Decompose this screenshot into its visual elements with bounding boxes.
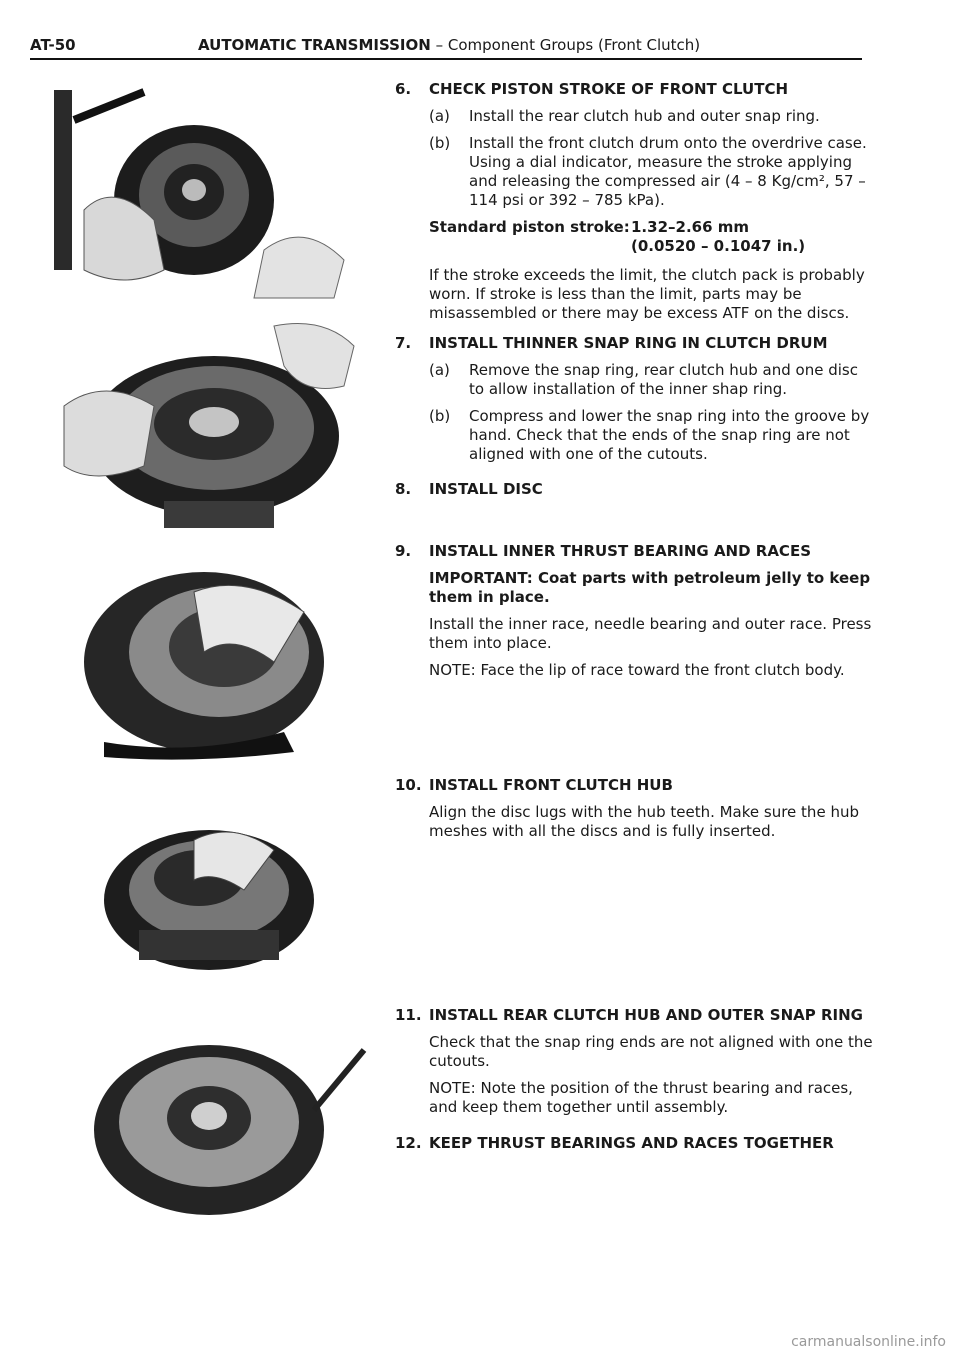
subsection-title: – Component Groups (Front Clutch) [435, 36, 701, 54]
photo-front-clutch-hub [44, 780, 374, 990]
step-number: 9. [395, 542, 412, 560]
step-title: INSTALL FRONT CLUTCH HUB [429, 776, 673, 794]
substep-label: (b) [429, 134, 451, 152]
step-heading [395, 80, 875, 99]
spec-piston-stroke [395, 218, 875, 258]
step-heading [395, 776, 875, 795]
step-paragraph: Align the disc lugs with the hub teeth. Make sure the hub meshes with all the discs and is fully inserted. [429, 803, 859, 840]
step-10 [395, 776, 875, 849]
step-title: INSTALL INNER THRUST BEARING AND RACES [429, 542, 811, 560]
step-heading [395, 1134, 875, 1153]
spec-label: Standard piston stroke: [429, 218, 630, 236]
section-title: AUTOMATIC TRANSMISSION [198, 36, 431, 54]
substep-label: (b) [429, 407, 451, 425]
step-title: INSTALL DISC [429, 480, 543, 498]
step-8 [395, 480, 875, 507]
step-paragraph: Check that the snap ring ends are not aligned with one the cutouts. [429, 1033, 873, 1070]
step-paragraph: If the stroke exceeds the limit, the clutch pack is probably worn. If stroke is less than the limit, parts may be misassembled or there may be excess ATF on the discs. [429, 266, 865, 322]
step-number: 11. [395, 1006, 422, 1024]
page-title [198, 36, 700, 54]
substep [395, 134, 875, 210]
step-9 [395, 542, 875, 688]
substep-label: (a) [429, 107, 450, 125]
step-6 [395, 80, 875, 331]
step-note: NOTE: Face the lip of race toward the front clutch body. [429, 661, 845, 679]
step-heading [395, 480, 875, 499]
page-header [30, 36, 862, 60]
important-note: IMPORTANT: Coat parts with petroleum jelly to keep them in place. [429, 569, 871, 606]
step-12 [395, 1134, 875, 1161]
step-title: CHECK PISTON STROKE OF FRONT CLUTCH [429, 80, 789, 98]
step-title: INSTALL THINNER SNAP RING IN CLUTCH DRUM [429, 334, 828, 352]
substep [395, 107, 875, 126]
substep [395, 361, 875, 399]
watermark: carmanualsonline.info [791, 1334, 946, 1350]
step-11 [395, 1006, 875, 1125]
spec-value-mm: 1.32–2.66 mm [631, 218, 750, 236]
step-number: 8. [395, 480, 412, 498]
step-7 [395, 334, 875, 472]
photo-rear-clutch-hub [44, 1030, 374, 1225]
substep-text: Install the rear clutch hub and outer snap ring. [469, 107, 820, 125]
step-heading [395, 542, 875, 561]
substep [395, 407, 875, 464]
substep-text: Remove the snap ring, rear clutch hub and one disc to allow installation of the inner shap ring. [469, 361, 858, 398]
page-number: AT-50 [30, 36, 76, 54]
step-number: 10. [395, 776, 422, 794]
step-number: 6. [395, 80, 412, 98]
step-title: KEEP THRUST BEARINGS AND RACES TOGETHER [429, 1134, 834, 1152]
substep-text: Install the front clutch drum onto the overdrive case. Using a dial indicator, measure the stroke applying and releasing the compressed air (4 – 8 Kg/cm², 57 – 114 psi or 392 – 785 kPa). [469, 134, 867, 209]
substep-text: Compress and lower the snap ring into the groove by hand. Check that the ends of the snap ring are not aligned with one of the cutouts. [469, 407, 870, 463]
spec-value-in: (0.0520 – 0.1047 in.) [631, 237, 806, 255]
photo-thinner-snap-ring [44, 316, 374, 528]
step-note: NOTE: Note the position of the thrust bearing and races, and keep them together until assembly. [429, 1079, 853, 1116]
step-heading [395, 334, 875, 353]
step-title: INSTALL REAR CLUTCH HUB AND OUTER SNAP RING [429, 1006, 863, 1024]
photo-piston-stroke-check [44, 70, 374, 302]
photo-inner-thrust-bearing [44, 552, 374, 762]
step-heading [395, 1006, 875, 1025]
step-paragraph: Install the inner race, needle bearing and outer race. Press them into place. [429, 615, 872, 652]
step-number: 7. [395, 334, 412, 352]
step-number: 12. [395, 1134, 422, 1152]
substep-label: (a) [429, 361, 450, 379]
